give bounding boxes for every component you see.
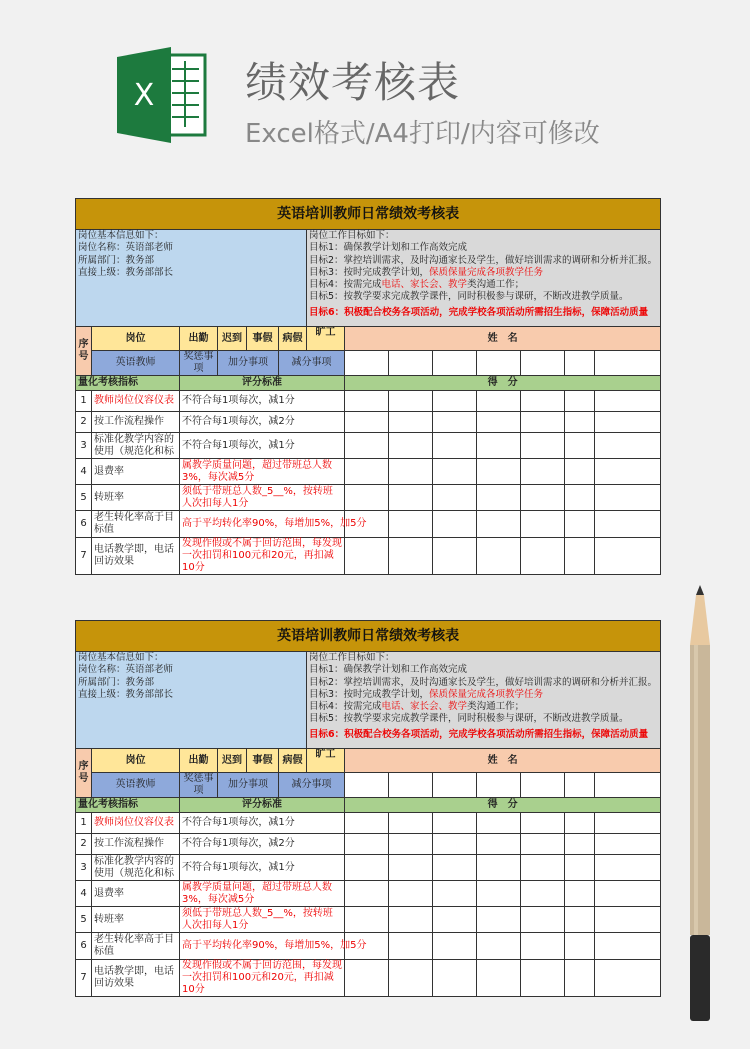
minus-header: 减分事项 [279,773,345,798]
score-cell[interactable] [595,391,661,412]
score-cell[interactable] [433,813,477,834]
score-cell[interactable] [595,485,661,511]
name-header: 姓 名 [345,327,661,351]
standard-cell: 不符合每1项每次，减1分 [180,391,345,412]
score-cell[interactable] [565,834,595,855]
standard-cell: 不符合每1项每次，减2分 [180,834,345,855]
standard-cell: 不符合每1项每次，减1分 [180,813,345,834]
score-cell[interactable] [389,907,433,933]
name-cell[interactable] [477,773,521,798]
score-cell[interactable] [389,813,433,834]
metric-cell: 电话教学即，电话回访效果 [92,538,180,575]
score-cell[interactable] [595,412,661,433]
score-cell[interactable] [565,907,595,933]
score-cell[interactable] [521,813,565,834]
standard-cell: 须低于带班总人数_5__%，按转班人次扣每人1分 [180,485,345,511]
score-cell[interactable] [565,485,595,511]
score-cell[interactable] [521,907,565,933]
score-cell[interactable] [595,834,661,855]
excel-logo-icon [117,47,209,143]
score-cell[interactable] [595,459,661,485]
score-cell[interactable] [345,412,389,433]
standard-cell: 不符合每1项每次，减2分 [180,412,345,433]
metric-cell: 老生转化率高于目标值 [92,511,180,538]
plus-header: 加分事项 [218,773,279,798]
name-cell[interactable] [521,351,565,376]
score-cell[interactable] [389,933,433,960]
standard-cell: 属教学质量问题，超过带班总人数3%，每次减5分 [180,459,345,485]
score-cell[interactable] [433,933,477,960]
score-cell[interactable] [389,511,433,538]
name-header: 姓 名 [345,749,661,773]
score-cell[interactable] [389,459,433,485]
metric-cell: 教师岗位仪容仪表 [92,391,180,412]
score-header: 得 分 [345,798,661,813]
name-cell[interactable] [389,773,433,798]
score-cell[interactable] [433,881,477,907]
score-cell[interactable] [521,881,565,907]
absence-header: 旷工 [307,327,345,351]
late-header: 迟到 [218,749,247,773]
standard-cell: 发现作假或不属于回访范围，每发现一次扣罚和100元和20元，再扣减10分 [180,960,345,997]
score-cell[interactable] [433,907,477,933]
attendance-header: 出勤 [180,327,218,351]
standard-cell: 发现作假或不属于回访范围，每发现一次扣罚和100元和20元，再扣减10分 [180,538,345,575]
score-cell[interactable] [477,459,521,485]
name-cell[interactable] [345,351,389,376]
page-title: 绩效考核表 [245,58,461,107]
score-cell[interactable] [389,855,433,881]
standard-cell: 高于平均转化率90%，每增加5%，加5分 [180,511,345,538]
score-cell[interactable] [595,881,661,907]
metric-cell: 老生转化率高于目标值 [92,933,180,960]
name-cell[interactable] [521,773,565,798]
score-cell[interactable] [565,412,595,433]
appraisal-sheet-1: 英语培训教师日常绩效考核表 岗位基本信息如下： 岗位名称：英语部老师 所属部门：教务部 直接上级：教务部部长 岗位工作目标如下： 目标1：确保教学计划和工作高效完成 目标2：掌控培训需求，及时沟通家长及学生，做好培训需求的调研和分析并汇报。 目标3：按时完成教学计划，保质保量完成各项教学任务 目标4：按需完成电话、家长会、教学类沟通工作； 目标5：按教学要求完成教学课件，同时积极参与课研，不断改进教学质量。 目标6：积极配合校务各项活动，完成学校各项活动所需招生指标，保障活动质量 序号 岗位 出勤 迟到 事假 病假 旷工 姓 名 英语教师 奖惩事项 加分事项 减分事项 量化考核指标 评分标准 得 分 1 教师岗位仪容仪表 不符合每1项每次，减1分 2 按工作流程操作 不符合每1项每次，减2分 3 标准化教学内容的使用（规范化和标 不符合每1项每次，减1分 4 退费率 属教学质量问题，超过带班总人数3%，每次减5分 5 转班率 须低于带班总人数_5__%，按转班人次扣每人1分 6 老生转化率高于目标值 高于平均转化率90%，每增加5%，加5分 7 电话教学即，电话回访效果 发现作假或不属于回访范围，每发现一次扣罚和100元和20元，再扣减10分 [75,198,660,575]
score-cell[interactable] [595,538,661,575]
score-cell[interactable] [433,855,477,881]
metric-cell: 退费率 [92,881,180,907]
score-cell[interactable] [595,960,661,997]
name-cell[interactable] [389,351,433,376]
name-cell[interactable] [595,351,661,376]
score-cell[interactable] [345,960,389,997]
score-cell[interactable] [389,538,433,575]
score-cell[interactable] [595,933,661,960]
score-cell[interactable] [477,855,521,881]
metric-header: 量化考核指标 [76,376,180,391]
name-cell[interactable] [565,351,595,376]
standard-cell: 高于平均转化率90%，每增加5%，加5分 [180,933,345,960]
seq-header: 序号 [76,327,92,376]
metric-cell: 教师岗位仪容仪表 [92,813,180,834]
score-cell[interactable] [477,511,521,538]
score-cell[interactable] [433,511,477,538]
name-cell[interactable] [565,773,595,798]
score-cell[interactable] [477,391,521,412]
score-cell[interactable] [565,459,595,485]
plus-header: 加分事项 [218,351,279,376]
score-cell[interactable] [521,834,565,855]
score-cell[interactable] [345,485,389,511]
standard-cell: 不符合每1项每次，减1分 [180,855,345,881]
score-cell[interactable] [389,485,433,511]
score-cell[interactable] [345,834,389,855]
form-title: 英语培训教师日常绩效考核表 [76,199,661,230]
metric-header: 量化考核指标 [76,798,180,813]
score-cell[interactable] [521,459,565,485]
standard-cell: 须低于带班总人数_5__%，按转班人次扣每人1分 [180,907,345,933]
score-cell[interactable] [433,834,477,855]
post-header: 岗位 [92,327,180,351]
position-info: 岗位基本信息如下： 岗位名称：英语部老师 所属部门：教务部 直接上级：教务部部长 [76,652,307,749]
score-cell[interactable] [433,433,477,459]
metric-cell: 按工作流程操作 [92,412,180,433]
score-cell[interactable] [521,538,565,575]
sick-leave-header: 病假 [279,327,307,351]
svg-text:X: X [133,78,155,113]
score-cell[interactable] [389,834,433,855]
name-cell[interactable] [595,773,661,798]
score-cell[interactable] [521,433,565,459]
score-cell[interactable] [565,433,595,459]
score-cell[interactable] [477,933,521,960]
score-cell[interactable] [433,485,477,511]
metric-cell: 转班率 [92,907,180,933]
score-cell[interactable] [389,881,433,907]
post-header: 岗位 [92,749,180,773]
score-cell[interactable] [345,538,389,575]
score-cell[interactable] [565,391,595,412]
absence-header: 旷工 [307,749,345,773]
work-goals: 岗位工作目标如下： 目标1：确保教学计划和工作高效完成 目标2：掌控培训需求，及时沟通家长及学生，做好培训需求的调研和分析并汇报。 目标3：按时完成教学计划，保质保量完成各项教学任务 目标4：按需完成电话、家长会、教学类沟通工作； 目标5：按教学要求完成教学课件，同时积极参与课研，不断改进教学质量。 目标6：积极配合校务各项活动，完成学校各项活动所需招生指标，保障活动质量 [307,230,661,327]
score-cell[interactable] [477,538,521,575]
score-cell[interactable] [521,511,565,538]
score-cell[interactable] [595,511,661,538]
metric-cell: 电话教学即，电话回访效果 [92,960,180,997]
form-title: 英语培训教师日常绩效考核表 [76,621,661,652]
score-header: 得 分 [345,376,661,391]
standard-header: 评分标准 [180,376,345,391]
score-cell[interactable] [521,412,565,433]
score-cell[interactable] [477,881,521,907]
score-cell[interactable] [521,855,565,881]
late-header: 迟到 [218,327,247,351]
score-cell[interactable] [345,907,389,933]
seq-header: 序号 [76,749,92,798]
reward-header: 奖惩事项 [180,351,218,376]
score-cell[interactable] [477,834,521,855]
attendance-header: 出勤 [180,749,218,773]
score-cell[interactable] [477,433,521,459]
work-goals: 岗位工作目标如下： 目标1：确保教学计划和工作高效完成 目标2：掌控培训需求，及时沟通家长及学生，做好培训需求的调研和分析并汇报。 目标3：按时完成教学计划，保质保量完成各项教学任务 目标4：按需完成电话、家长会、教学类沟通工作； 目标5：按教学要求完成教学课件，同时积极参与课研，不断改进教学质量。 目标6：积极配合校务各项活动，完成学校各项活动所需招生指标，保障活动质量 [307,652,661,749]
score-cell[interactable] [433,459,477,485]
score-cell[interactable] [433,960,477,997]
pencil-icon [684,585,716,1025]
score-cell[interactable] [477,813,521,834]
score-cell[interactable] [345,433,389,459]
score-cell[interactable] [521,960,565,997]
metric-cell: 按工作流程操作 [92,834,180,855]
personal-leave-header: 事假 [247,327,279,351]
score-cell[interactable] [433,391,477,412]
score-cell[interactable] [565,881,595,907]
standard-cell: 不符合每1项每次，减1分 [180,433,345,459]
personal-leave-header: 事假 [247,749,279,773]
score-cell[interactable] [595,433,661,459]
appraisal-sheet-2: 英语培训教师日常绩效考核表 岗位基本信息如下： 岗位名称：英语部老师 所属部门：教务部 直接上级：教务部部长 岗位工作目标如下： 目标1：确保教学计划和工作高效完成 目标2：掌控培训需求，及时沟通家长及学生，做好培训需求的调研和分析并汇报。 目标3：按时完成教学计划，保质保量完成各项教学任务 目标4：按需完成电话、家长会、教学类沟通工作； 目标5：按教学要求完成教学课件，同时积极参与课研，不断改进教学质量。 目标6：积极配合校务各项活动，完成学校各项活动所需招生指标，保障活动质量 序号 岗位 出勤 迟到 事假 病假 旷工 姓 名 英语教师 奖惩事项 加分事项 减分事项 量化考核指标 评分标准 得 分 1 教师岗位仪容仪表 不符合每1项每次，减1分 2 按工作流程操作 不符合每1项每次，减2分 3 标准化教学内容的使用（规范化和标 不符合每1项每次，减1分 4 退费率 属教学质量问题，超过带班总人数3%，每次减5分 5 转班率 须低于带班总人数_5__%，按转班人次扣每人1分 6 老生转化率高于目标值 高于平均转化率90%，每增加5%，加5分 7 电话教学即，电话回访效果 发现作假或不属于回访范围，每发现一次扣罚和100元和20元，再扣减10分 [75,620,660,997]
score-cell[interactable] [595,907,661,933]
score-cell[interactable] [345,813,389,834]
score-cell[interactable] [565,933,595,960]
reward-header: 奖惩事项 [180,773,218,798]
standard-cell: 属教学质量问题，超过带班总人数3%，每次减5分 [180,881,345,907]
score-cell[interactable] [345,881,389,907]
metric-cell: 转班率 [92,485,180,511]
score-cell[interactable] [433,538,477,575]
metric-cell: 标准化教学内容的使用（规范化和标 [92,855,180,881]
score-cell[interactable] [389,960,433,997]
score-cell[interactable] [521,391,565,412]
metric-cell: 退费率 [92,459,180,485]
score-cell[interactable] [477,412,521,433]
sick-leave-header: 病假 [279,749,307,773]
score-cell[interactable] [565,538,595,575]
score-cell[interactable] [565,855,595,881]
post-value: 英语教师 [92,773,180,798]
page-subtitle: Excel格式/A4打印/内容可修改 [245,119,600,149]
score-cell[interactable] [595,855,661,881]
score-cell[interactable] [433,412,477,433]
post-value: 英语教师 [92,351,180,376]
score-cell[interactable] [477,907,521,933]
minus-header: 减分事项 [279,351,345,376]
score-cell[interactable] [565,813,595,834]
metric-cell: 标准化教学内容的使用（规范化和标 [92,433,180,459]
score-cell[interactable] [345,459,389,485]
score-cell[interactable] [565,511,595,538]
score-cell[interactable] [389,391,433,412]
standard-header: 评分标准 [180,798,345,813]
score-cell[interactable] [521,485,565,511]
score-cell[interactable] [521,933,565,960]
score-cell[interactable] [595,813,661,834]
score-cell[interactable] [389,412,433,433]
name-cell[interactable] [477,351,521,376]
score-cell[interactable] [345,855,389,881]
name-cell[interactable] [345,773,389,798]
name-cell[interactable] [433,351,477,376]
score-cell[interactable] [477,485,521,511]
score-cell[interactable] [565,960,595,997]
position-info: 岗位基本信息如下： 岗位名称：英语部老师 所属部门：教务部 直接上级：教务部部长 [76,230,307,327]
score-cell[interactable] [389,433,433,459]
score-cell[interactable] [345,391,389,412]
score-cell[interactable] [477,960,521,997]
name-cell[interactable] [433,773,477,798]
